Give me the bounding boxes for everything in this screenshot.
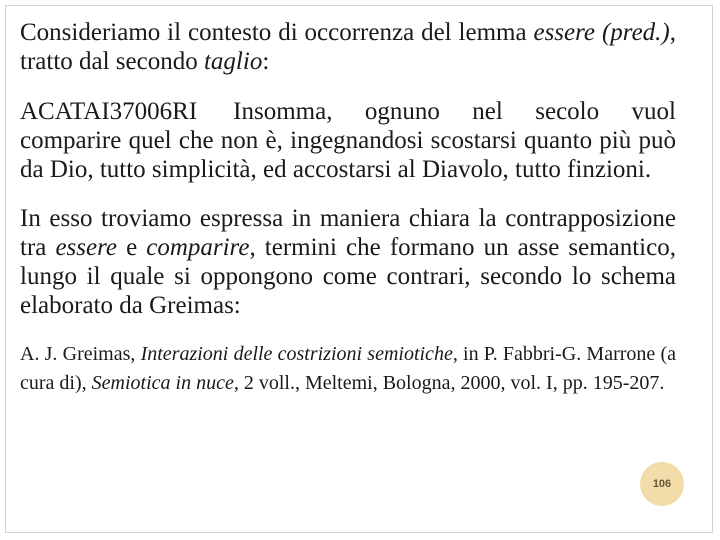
footnote-title: Interazioni delle costrizioni semiotiche — [140, 343, 453, 365]
paragraph-intro — [20, 18, 676, 76]
footnote-author: A. J. Greimas, — [20, 343, 141, 365]
intro-colon: : — [262, 48, 270, 75]
paragraph-quote — [20, 97, 676, 184]
analysis-conjunction: e — [117, 234, 147, 261]
footnote-book-title: Semiotica in nuce — [91, 372, 234, 394]
footnote-reference — [20, 340, 676, 398]
intro-term-essere: essere (pred.) — [533, 19, 670, 46]
paragraph-analysis — [20, 204, 676, 320]
analysis-term-essere: essere — [55, 234, 117, 261]
analysis-text-2: , termini che formano un asse semantico, lungo il quale si oppongono come contrari, secondo lo schema elaborato da Greimas: — [20, 234, 676, 319]
footnote-editors: , in P. Fabbri-G. Marrone (a cura di), — [20, 343, 677, 394]
page-number-badge: 106 — [640, 462, 684, 506]
intro-text-2: , tratto dal secondo — [20, 19, 676, 75]
intro-text: Consideriamo il contesto di occorrenza del lemma — [20, 19, 534, 46]
quote-code: ACATAI37006RI — [20, 98, 198, 125]
footnote-publication: , 2 voll., Meltemi, Bologna, 2000, vol. I, pp. 195-207. — [233, 372, 665, 394]
slide-content — [20, 18, 676, 398]
intro-term-taglio: taglio — [203, 48, 263, 75]
analysis-text: In esso troviamo espressa in maniera chiara la contrapposizione tra — [20, 205, 676, 261]
quote-text: Insomma, ognuno nel secolo vuol comparire quel che non è, ingegnandosi scostarsi quanto più può da Dio, tutto simplicità, ed accostarsi al Diavolo, tutto finzioni. — [20, 98, 676, 183]
analysis-term-comparire: comparire — [146, 234, 250, 261]
